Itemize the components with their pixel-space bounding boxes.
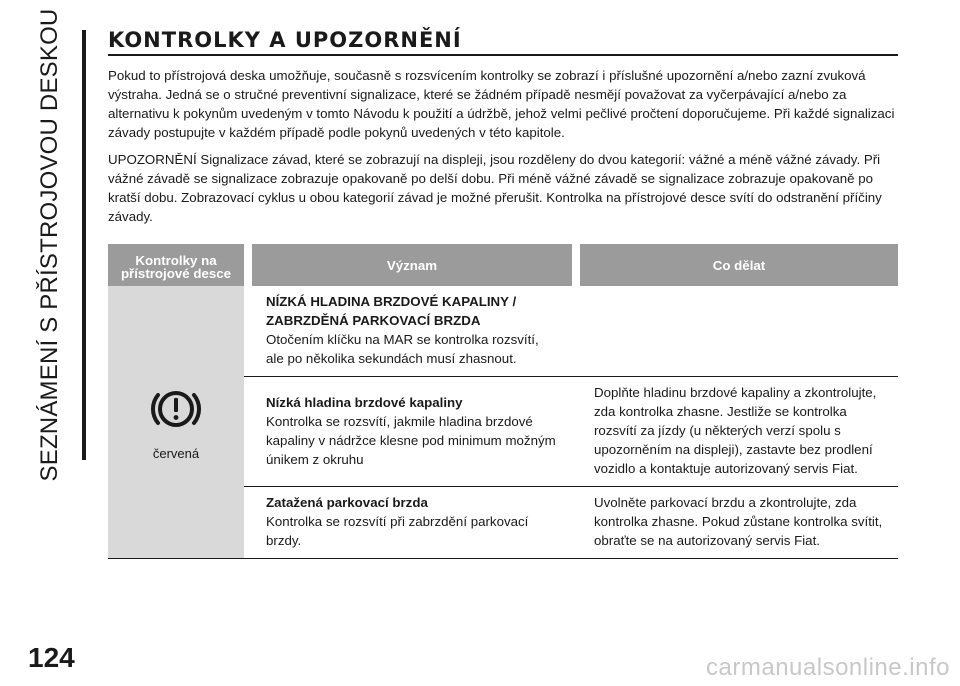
icon-color-label: červená bbox=[152, 446, 200, 461]
header-gap bbox=[572, 244, 580, 286]
meaning-cell bbox=[252, 487, 572, 559]
cell-gap bbox=[572, 286, 580, 377]
header-warning-lights-line1: Kontrolky na bbox=[135, 253, 217, 268]
header-warning-lights bbox=[108, 244, 244, 286]
cell-gap bbox=[244, 377, 252, 487]
meaning-cell bbox=[252, 286, 572, 377]
icon-cell bbox=[108, 286, 244, 559]
side-divider-line bbox=[82, 30, 86, 460]
warning-paragraph: UPOZORNĚNÍ Signalizace závad, které se zobrazují na displeji, jsou rozděleny do dvou kategorií: vážné a méně vážné závady. Při vážné závadě se signalizace zobrazuje opakovaně po delší dobu. Při méně vážné závadě se signalizace zobrazuje opakovaně po kratší dobu. Zobrazovací cyklus u obou kategorií závad je možné přerušit. Kontrolka na přístrojové desce svítí do odstranění příčiny závady. bbox=[108, 152, 882, 224]
header-action: Co dělat bbox=[580, 244, 898, 286]
cell-gap bbox=[572, 377, 580, 487]
row-title: Zatažená parkovací brzda bbox=[266, 495, 428, 510]
cell-gap bbox=[572, 487, 580, 559]
warning-lights-table bbox=[108, 244, 898, 559]
cell-gap bbox=[244, 286, 252, 377]
row-meaning: Kontrolka se rozsvítí při zabrzdění parkovací brzdy. bbox=[266, 514, 529, 548]
header-meaning: Význam bbox=[252, 244, 572, 286]
row-title: NÍZKÁ HLADINA BRZDOVÉ KAPALINY / bbox=[266, 294, 517, 309]
cell-gap bbox=[244, 487, 252, 559]
header-gap bbox=[244, 244, 252, 286]
action-cell: Uvolněte parkovací brzdu a zkontrolujte, zda kontrolka zhasne. Pokud zůstane kontrolka svítit, obraťte se na autorizovaný servis Fiat. bbox=[580, 487, 898, 559]
page-number: 124 bbox=[28, 642, 75, 673]
table-header-row bbox=[108, 244, 898, 286]
row-meaning: Kontrolka se rozsvítí, jakmile hladina brzdové kapaliny v nádržce klesne pod minimum možným únikem z okruhu bbox=[266, 413, 556, 467]
watermark: carmanualsonline.info bbox=[706, 654, 950, 681]
side-tab bbox=[22, 8, 78, 482]
meaning-cell bbox=[252, 377, 572, 487]
table-row bbox=[108, 286, 898, 377]
row-meaning: Otočením klíčku na MAR se kontrolka rozsvítí, ale po několika sekundách musí zhasnout. bbox=[266, 332, 539, 366]
main-content bbox=[108, 28, 898, 559]
header-warning-lights-line2: přístrojové desce bbox=[120, 266, 232, 281]
action-cell bbox=[580, 286, 898, 377]
side-tab-label: SEZNÁMENÍ S PŘÍSTROJOVOU DESKOU bbox=[36, 8, 63, 482]
brake-warning-icon bbox=[148, 381, 204, 437]
action-cell: Doplňte hladinu brzdové kapaliny a zkontrolujte, zda kontrolka zhasne. Jestliže se kontrolka rozsvítí za jízdy (u některých verzí spolu s upozorněním na displeji), zastavte bez prodlení vozidlo a kontaktuje autorizovaný servis Fiat. bbox=[580, 377, 898, 487]
intro-paragraph: Pokud to přístrojová deska umožňuje, současně s rozsvícením kontrolky se zobrazí i příslušné upozornění a/nebo zazní zvuková výstraha. Jedná se o stručné preventivní signalizace, které se žádném případě nesmějí považovat za vyčerpávající a/nebo za alternativu k pokynům uvedeným v tomto Návodu k použití a údržbě, jehož velmi pečlivé pročtení doporučujeme. Při každé signalizaci závady postupujte v každém případě podle pokynů uvedených v této kapitole. bbox=[108, 68, 895, 140]
row-title: Nízká hladina brzdové kapaliny bbox=[266, 394, 463, 410]
page-title: KONTROLKY A UPOZORNĚNÍ bbox=[108, 28, 462, 52]
title-underline bbox=[108, 54, 898, 56]
row-title-line2: ZABRZDĚNÁ PARKOVACÍ BRZDA bbox=[266, 313, 481, 328]
